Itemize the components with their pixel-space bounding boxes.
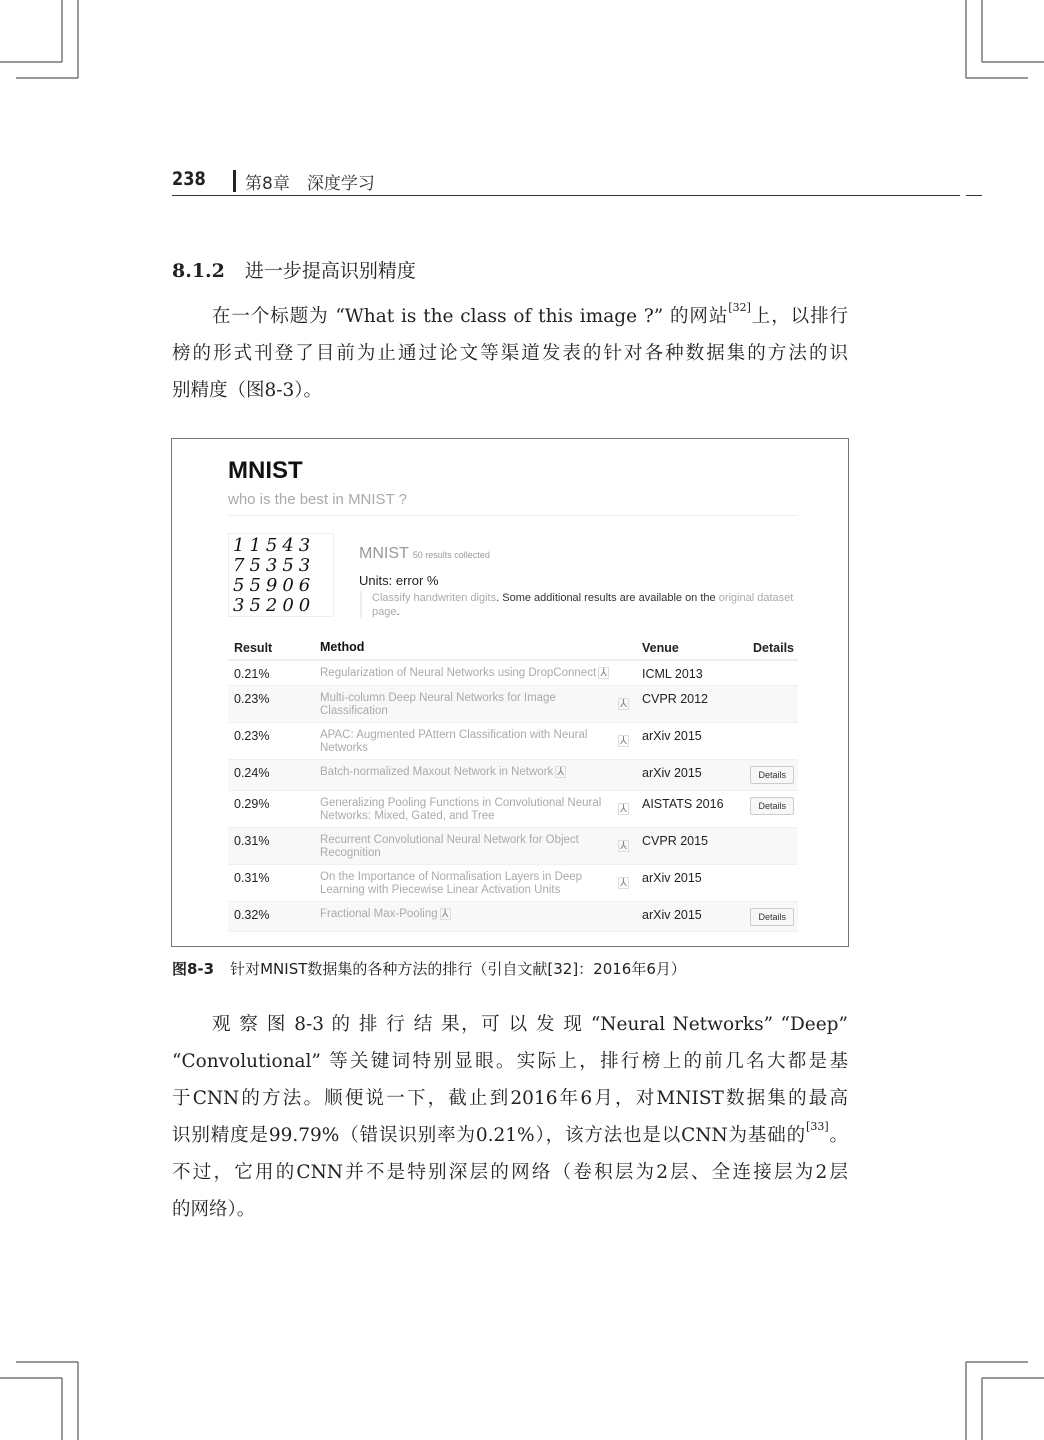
col-method: Method xyxy=(320,640,365,654)
figure-mnist-leaderboard xyxy=(171,438,849,947)
table-row xyxy=(228,686,798,723)
venue-cell: AISTATS 2016 xyxy=(642,797,724,811)
citation[interactable]: [32] xyxy=(728,301,751,314)
table-row xyxy=(228,760,798,791)
details-cell xyxy=(740,686,798,722)
details-button[interactable]: Details xyxy=(750,766,794,784)
venue-cell: arXiv 2015 xyxy=(642,871,702,885)
paragraph-1 xyxy=(172,298,848,409)
method-link[interactable]: On the Importance of Normalisation Layers in Deep Learning with Piecewise Linear Activation Units xyxy=(320,871,583,896)
mnist-digits-image xyxy=(228,533,334,617)
text-line xyxy=(172,1006,848,1043)
header-divider xyxy=(233,170,236,192)
venue-cell: CVPR 2015 xyxy=(642,834,709,848)
venue-cell: ICML 2013 xyxy=(642,667,703,681)
method-cell xyxy=(320,661,632,685)
pdf-icon[interactable]: ⅄ xyxy=(598,667,609,679)
line-text: 上，以排行 xyxy=(750,306,848,327)
digit-row: 75353 xyxy=(233,555,316,576)
table-row xyxy=(228,865,798,902)
details-cell xyxy=(740,791,798,827)
details-cell xyxy=(740,828,798,864)
method-link[interactable]: Fractional Max-Pooling xyxy=(320,908,438,920)
method-link[interactable]: Generalizing Pooling Functions in Convolutional Neural Networks: Mixed, Gated, and Tree xyxy=(320,797,602,822)
method-link[interactable]: Multi-column Deep Neural Networks for Image Classification xyxy=(320,692,556,717)
venue-cell: arXiv 2015 xyxy=(642,908,702,922)
line-text: 的网络）。 xyxy=(172,1199,256,1220)
pdf-icon[interactable]: ⅄ xyxy=(618,735,629,747)
results-count: 50 results collected xyxy=(412,550,490,560)
digit-row: 55906 xyxy=(233,575,316,596)
page-number: 238 xyxy=(172,168,206,190)
method-cell xyxy=(320,902,632,931)
section-title: 进一步提高识别精度 xyxy=(244,260,416,282)
result-cell: 0.29% xyxy=(234,797,270,811)
pdf-icon[interactable]: ⅄ xyxy=(555,766,566,778)
line-text: 于CNN的方法。顺便说一下，截止到2016年6月，对MNIST数据集的最高 xyxy=(172,1088,848,1109)
method-link[interactable]: Regularization of Neural Networks using DropConnect xyxy=(320,667,597,679)
line-text: 别精度（图8-3）。 xyxy=(172,380,323,401)
dataset-description xyxy=(360,591,796,619)
digit-row: 11543 xyxy=(233,535,316,556)
line-text: 。 xyxy=(828,1125,848,1146)
pdf-icon[interactable]: ⅄ xyxy=(440,908,451,920)
section-heading xyxy=(172,256,416,283)
results-table xyxy=(228,637,798,932)
table-header xyxy=(228,637,798,661)
text-line xyxy=(172,1043,848,1080)
line-text: 识别精度是99.79%（错误识别率为0.21%），该方法也是以CNN为基础的 xyxy=(172,1125,807,1146)
line-text: 不过，它用的CNN并不是特别深层的网络（卷积层为2层、全连接层为2层 xyxy=(172,1162,848,1183)
venue-cell: arXiv 2015 xyxy=(642,729,702,743)
col-venue: Venue xyxy=(642,641,679,655)
text-line xyxy=(172,298,848,335)
dataset-name xyxy=(359,545,490,563)
dataset-label: MNIST xyxy=(359,545,409,562)
result-cell: 0.32% xyxy=(234,908,270,922)
method-cell xyxy=(320,791,632,827)
table-row xyxy=(228,791,798,828)
venue-cell: arXiv 2015 xyxy=(642,766,702,780)
method-cell xyxy=(320,723,632,759)
text-line xyxy=(172,335,848,372)
line-text: “Convolutional” 等关键词特别显眼。实际上，排行榜上的前几名大都是基 xyxy=(172,1051,848,1072)
text-line xyxy=(172,1154,848,1191)
method-cell xyxy=(320,686,632,722)
venue-cell: CVPR 2012 xyxy=(642,692,709,706)
result-cell: 0.21% xyxy=(234,667,270,681)
header-rule-end xyxy=(966,195,982,196)
divider xyxy=(228,515,798,516)
table-row xyxy=(228,828,798,865)
line-text: 观 察 图 8-3 的 排 行 结 果，可 以 发 现 “Neural Networks” “Deep” xyxy=(212,1014,848,1035)
pdf-icon[interactable]: ⅄ xyxy=(618,698,629,710)
desc-end: . xyxy=(396,606,400,618)
method-cell xyxy=(320,760,632,790)
leaderboard-title: MNIST xyxy=(228,457,303,484)
col-details: Details xyxy=(753,641,794,655)
details-cell xyxy=(740,723,798,759)
col-result: Result xyxy=(234,641,273,655)
caption-label: 图8-3 xyxy=(172,960,215,978)
table-row xyxy=(228,902,798,932)
text-line xyxy=(172,1191,848,1228)
text-line xyxy=(172,372,848,409)
text-line xyxy=(172,1117,848,1154)
method-link[interactable]: Recurrent Convolutional Neural Network for Object Recognition xyxy=(320,834,579,859)
details-cell xyxy=(740,661,798,685)
method-cell xyxy=(320,865,632,901)
chapter-title: 第8章 深度学习 xyxy=(245,174,375,194)
units-label: Units: error % xyxy=(359,573,439,588)
result-cell: 0.31% xyxy=(234,834,270,848)
result-cell: 0.24% xyxy=(234,766,270,780)
table-row xyxy=(228,723,798,760)
details-cell xyxy=(740,760,798,790)
leaderboard-subtitle: who is the best in MNIST ? xyxy=(228,491,407,508)
section-number: 8.1.2 xyxy=(172,260,225,282)
classify-link[interactable]: Classify handwriten digits xyxy=(372,592,497,604)
desc-text: . Some additional results are available on the xyxy=(496,592,719,604)
line-text: 在一个标题为 “What is the class of this image ?” 的网站 xyxy=(212,306,729,327)
caption-text: 针对MNIST数据集的各种方法的排行（引自文献[32]：2016年6月） xyxy=(230,960,686,978)
result-cell: 0.23% xyxy=(234,729,270,743)
paragraph-2 xyxy=(172,1006,848,1228)
pdf-icon[interactable]: ⅄ xyxy=(618,840,629,852)
pdf-icon[interactable]: ⅄ xyxy=(618,803,629,815)
details-button[interactable]: Details xyxy=(750,797,794,815)
text-line xyxy=(172,1080,848,1117)
details-cell xyxy=(740,865,798,901)
citation[interactable]: [33] xyxy=(806,1120,829,1133)
header-rule xyxy=(172,195,960,196)
line-text: 榜的形式刊登了目前为止通过论文等渠道发表的针对各种数据集的方法的识 xyxy=(172,343,848,364)
method-link[interactable]: APAC: Augmented PAttern Classification with Neural Networks xyxy=(320,729,588,754)
original-dataset-link[interactable]: original dataset page xyxy=(372,592,794,618)
table-row xyxy=(228,661,798,686)
pdf-icon[interactable]: ⅄ xyxy=(618,877,629,889)
details-button[interactable]: Details xyxy=(750,908,794,926)
result-cell: 0.23% xyxy=(234,692,270,706)
figure-caption xyxy=(172,958,686,979)
details-cell xyxy=(740,902,798,931)
method-cell xyxy=(320,828,632,864)
method-link[interactable]: Batch-normalized Maxout Network in Network xyxy=(320,766,554,778)
digit-row: 35200 xyxy=(233,595,316,616)
result-cell: 0.31% xyxy=(234,871,270,885)
